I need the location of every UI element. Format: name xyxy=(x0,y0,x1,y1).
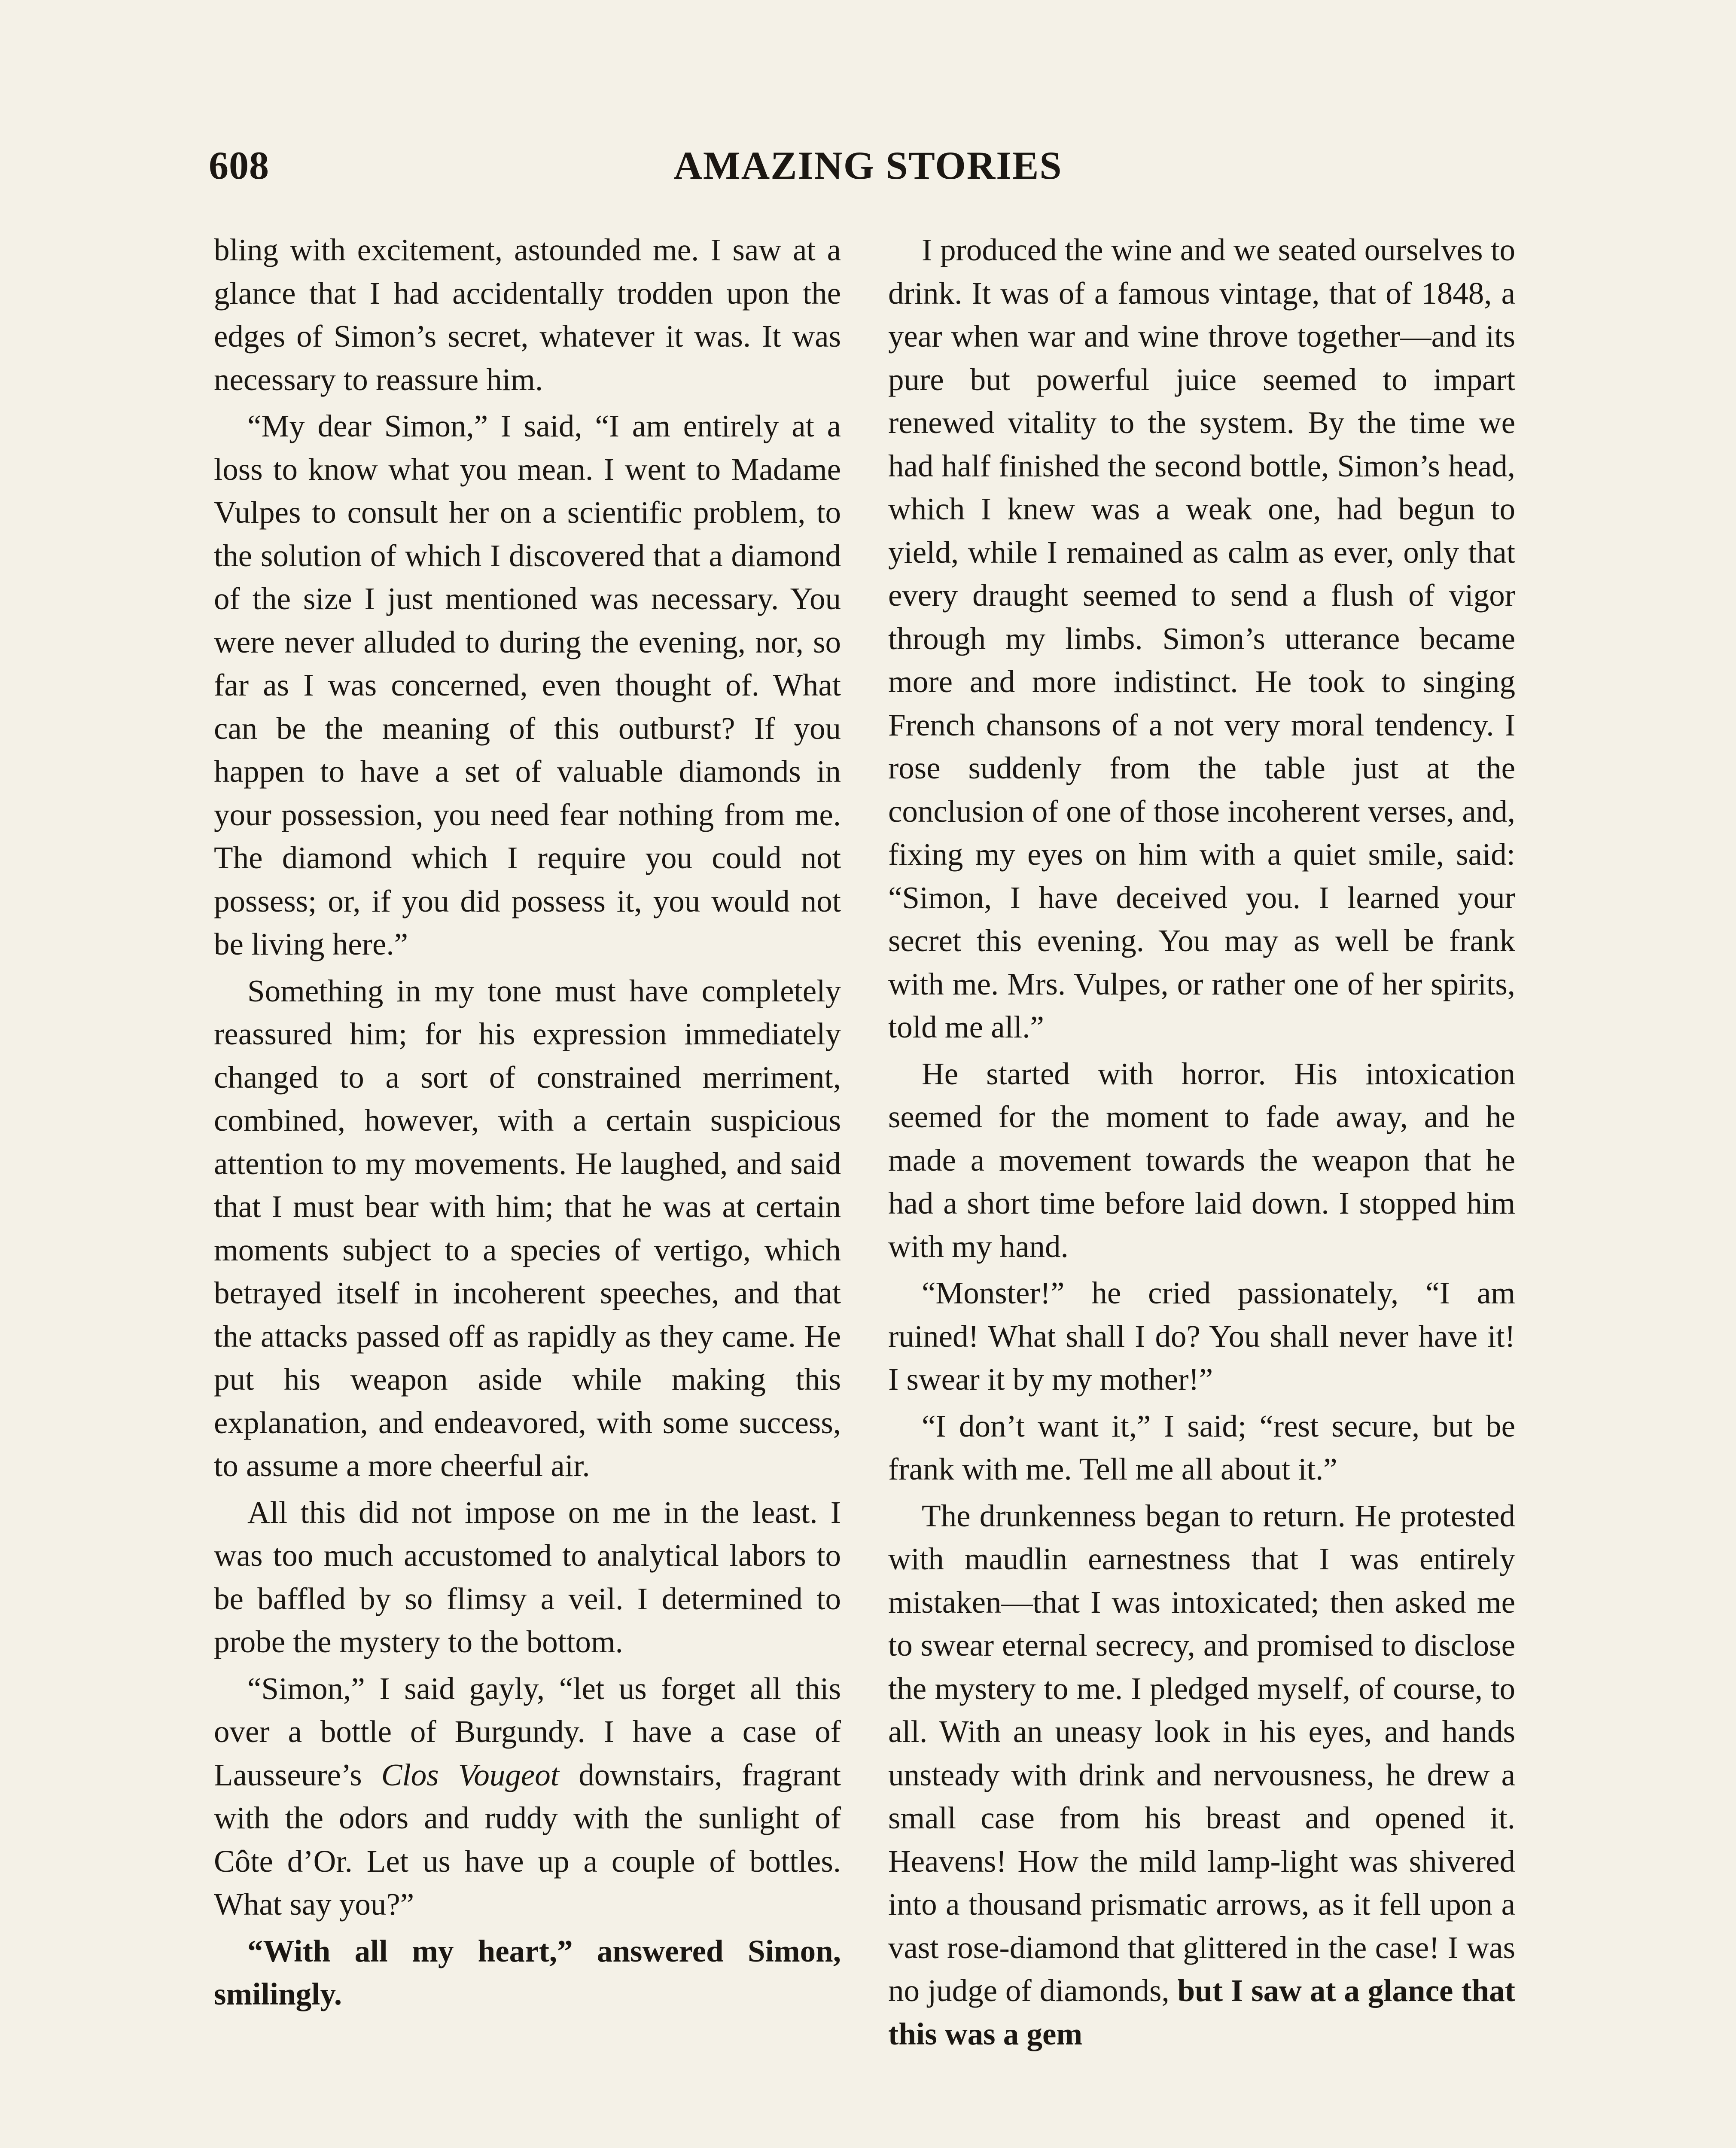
paragraph-text: The drunkenness began to return. He protested with maudlin earnestness that I was entirely mistaken—that I was intoxicated; then asked me to swear eternal secrecy, and promised to disclose the mystery to me. I pledged myself, of course, to all. With an uneasy look in his eyes, and hands unsteady with drink and nervousness, he drew a small case from his breast and opened it. Heavens! How the mild lamp-light was shivered into a thousand prismatic arrows, as it fell upon a vast rose-diamond that glittered in the case! I was no judge of diamonds, xyxy=(888,1498,1515,2008)
paragraph-final xyxy=(888,1495,1515,2056)
page-number: 608 xyxy=(209,143,269,187)
paragraph: Something in my tone must have completely reassured him; for his expression immediately changed to a sort of constrained merriment, combined, however, with a certain suspicious attention to my movements. He laughed, and said that I must bear with him; that he was at certain moments subject to a species of vertigo, which betrayed itself in incoherent speeches, and that the attacks passed off as rapidly as they came. He put his weapon aside while making this explanation, and endeavored, with some success, to assume a more cheerful air. xyxy=(214,973,841,1483)
paragraph-burgundy xyxy=(214,1667,841,1926)
running-head-title: AMAZING STORIES xyxy=(673,143,1063,187)
wine-name-italic: Clos Vougeot xyxy=(381,1757,560,1792)
paragraph: “With all my heart,” answered Simon, smilingly. xyxy=(214,1933,841,2011)
paragraph: “Monster!” he cried passionately, “I am ruined! What shall I do? You shall never have it! I swear it by my mother!” xyxy=(888,1275,1515,1397)
paragraph-text: downstairs, fragrant with the odors and ruddy with the sunlight of Côte d’Or. Let us have up a couple of bottles. What say you?” xyxy=(214,1757,841,1922)
paragraph: I produced the wine and we seated ourselves to drink. It was of a famous vintage, that of 1848, a year when war and wine throve together—and its pure but powerful juice seemed to impart renewed vitality to the system. By the time we had half finished the second bottle, Simon’s head, which I knew was a weak one, had begun to yield, while I remained as calm as ever, only that every draught seemed to send a flush of vigor through my limbs. Simon’s utterance became more and more indistinct. He took to singing French chansons of a not very moral tendency. I rose suddenly from the table just at the conclusion of one of those incoherent verses, and, fixing my eyes on him with a quiet smile, said: “Simon, I have deceived you. I learned your secret this evening. You may as well be frank with me. Mrs. Vulpes, or rather one of her spirits, told me all.” xyxy=(888,232,1515,1044)
paragraph: bling with excitement, astounded me. I saw at a glance that I had accidentally trodden upon the edges of Simon’s secret, whatever it was. It was necessary to reassure him. xyxy=(214,232,841,397)
paragraph: All this did not impose on me in the least. I was too much accustomed to analytical labors to be baffled by so flimsy a veil. I determined to probe the mystery to the bottom. xyxy=(214,1495,841,1659)
paragraph-bold-ending: but I saw at a glance that this was a gem xyxy=(888,1973,1515,2051)
paragraph: He started with horror. His intoxication seemed for the moment to fade away, and he made a movement towards the weapon that he had a short time before laid down. I stopped him with my hand. xyxy=(888,1056,1515,1264)
left-column xyxy=(214,229,841,2020)
paragraph: “I don’t want it,” I said; “rest secure, but be frank with me. Tell me all about it.” xyxy=(888,1408,1515,1486)
right-column xyxy=(888,229,1515,2059)
paragraph: “My dear Simon,” I said, “I am entirely at a loss to know what you mean. I went to Madame Vulpes to consult her on a scientific problem, to the solution of which I discovered that a diamond of the size I just mentioned was necessary. You were never alluded to during the evening, nor, so far as I was concerned, even thought of. What can be the meaning of this outburst? If you happen to have a set of valuable diamonds in your possession, you need fear nothing from me. The diamond which I require you could not possess; or, if you did possess it, you would not be living here.” xyxy=(214,409,841,961)
paragraph-text: “Simon,” I said gayly, “let us forget all this over a bottle of Burgundy. I have a case of Lausseure’s xyxy=(214,1671,841,1792)
